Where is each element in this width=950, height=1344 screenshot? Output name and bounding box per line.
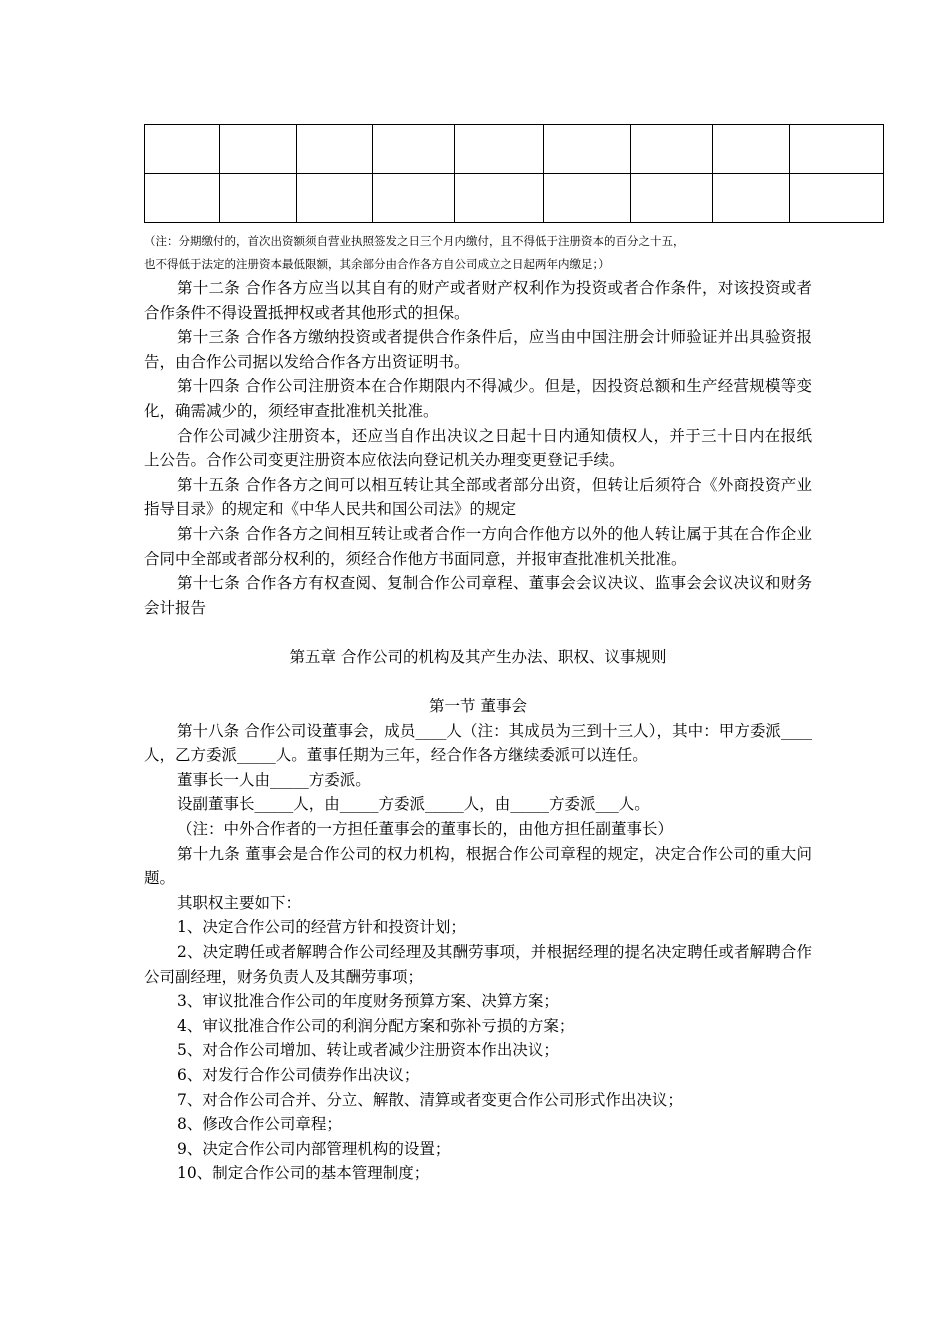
table-cell: [631, 174, 713, 223]
table-cell: [790, 174, 884, 223]
table-note-line-2: 也不得低于法定的注册资本最低限额，其余部分由合作各方自公司成立之日起两年内缴足；）: [144, 257, 610, 271]
paragraph: 1、决定合作公司的经营方针和投资计划；: [177, 918, 466, 937]
table-row: [145, 125, 884, 174]
paragraph: 7、对合作公司合并、分立、解散、清算或者变更合作公司形式作出决议；: [177, 1090, 683, 1109]
document-body: [144, 276, 812, 1186]
table-cell: [544, 125, 631, 174]
paragraph: 董事长一人由_____方委派。: [177, 770, 371, 789]
paragraph: 第十七条 合作各方有权查阅、复制合作公司章程、董事会会议决议、监事会会议决议和财务会计报告: [144, 574, 812, 617]
table-cell: [713, 174, 790, 223]
paragraph: 6、对发行合作公司债券作出决议；: [177, 1066, 420, 1084]
table-row: [145, 174, 884, 223]
table-cell: [373, 125, 455, 174]
paragraph: （注：中外合作者的一方担任董事会的董事长的，由他方担任副董事长）: [177, 820, 674, 839]
paragraph: 2、决定聘任或者解聘合作公司经理及其酬劳事项，并根据经理的提名决定聘任或者解聘合作公司副经理，财务负责人及其酬劳事项；: [144, 943, 812, 986]
table-cell: [297, 125, 373, 174]
contribution-table: [144, 124, 884, 223]
section-heading: 第五章 合作公司的机构及其产生办法、职权、议事规则: [289, 647, 667, 666]
paragraph: 第十三条 合作各方缴纳投资或者提供合作条件后，应当由中国注册会计师验证并出具验资报告，由合作公司据以发给合作各方出资证明书。: [144, 328, 812, 371]
table-cell: [544, 174, 631, 223]
paragraph: 10、制定合作公司的基本管理制度；: [177, 1164, 430, 1183]
table-cell: [145, 125, 220, 174]
section-heading: 第一节 董事会: [429, 697, 527, 716]
table-cell: [373, 174, 455, 223]
table-note-line-1: （注：分期缴付的，首次出资额须自营业执照签发之日三个月内缴付，且不得低于注册资本的百分之十五，: [144, 234, 685, 248]
paragraph: 9、决定合作公司内部管理机构的设置；: [177, 1139, 451, 1158]
paragraph: 第十二条 合作各方应当以其自有的财产或者财产权利作为投资或者合作条件，对该投资或者合作条件不得设置抵押权或者其他形式的担保。: [144, 279, 812, 322]
paragraph: 合作公司减少注册资本，还应当自作出决议之日起十日内通知债权人，并于三十日内在报纸上公告。合作公司变更注册资本应依法向登记机关办理变更登记手续。: [144, 426, 812, 470]
table-cell: [220, 125, 297, 174]
paragraph: 第十九条 董事会是合作公司的权力机构，根据合作公司章程的规定，决定合作公司的重大问题。: [144, 844, 812, 888]
paragraph: 8、修改合作公司章程；: [177, 1115, 342, 1134]
table-cell: [790, 125, 884, 174]
table-cell: [145, 174, 220, 223]
paragraph: 第十四条 合作公司注册资本在合作期限内不得减少。但是，因投资总额和生产经营规模等变化，确需减少的，须经审查批准机关批准。: [144, 377, 812, 420]
paragraph: 第十六条 合作各方之间相互转让或者合作一方向合作他方以外的他人转让属于其在合作企业合同中全部或者部分权利的，须经合作他方书面同意，并报审查批准机关批准。: [144, 524, 812, 568]
table-cell: [220, 174, 297, 223]
table-cell: [713, 125, 790, 174]
paragraph: 其职权主要如下：: [177, 893, 302, 912]
table-cell: [297, 174, 373, 223]
paragraph: 4、审议批准合作公司的利润分配方案和弥补亏损的方案；: [177, 1016, 575, 1035]
paragraph: 3、审议批准合作公司的年度财务预算方案、决算方案；: [177, 992, 559, 1011]
table-cell: [631, 125, 713, 174]
paragraph: 第十八条 合作公司设董事会，成员____人（注：其成员为三到十三人），其中：甲方委派____人，乙方委派_____人。董事任期为三年，经合作各方继续委派可以连任。: [144, 721, 812, 765]
blank-line: [144, 670, 812, 695]
paragraph: 第十五条 合作各方之间可以相互转让其全部或者部分出资，但转让后须符合《外商投资产业指导目录》的规定和《中华人民共和国公司法》的规定: [144, 475, 812, 519]
table-cell: [455, 174, 544, 223]
table-cell: [455, 125, 544, 174]
paragraph: 5、对合作公司增加、转让或者减少注册资本作出决议；: [177, 1041, 559, 1060]
paragraph: 设副董事长_____人，由_____方委派_____人，由_____方委派___人。: [177, 795, 650, 814]
blank-line: [144, 620, 812, 645]
